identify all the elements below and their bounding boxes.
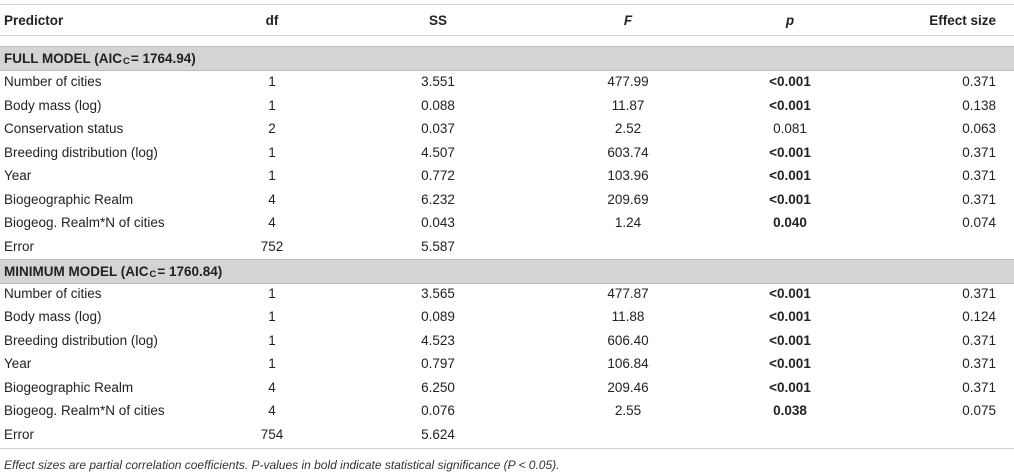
f-cell: 2.52 [614,121,642,137]
predictor-cell: Breeding distribution (log) [4,144,158,160]
predictor-cell: Error [4,238,34,254]
minimum-model-label-pre: MINIMUM MODEL (AIC [4,263,149,279]
df-cell: 1 [268,74,276,90]
ss-cell: 0.088 [421,97,455,113]
df-cell: 4 [268,403,276,419]
p-value-cell: <0.001 [769,168,811,184]
table-bottom-rule [0,448,1014,449]
table-row [0,376,1014,400]
table-row [0,188,1014,212]
effect-size-cell: 0.371 [962,332,996,348]
p-value-cell: <0.001 [769,332,811,348]
predictor-cell: Breeding distribution (log) [4,332,158,348]
predictor-cell: Body mass (log) [4,309,102,325]
df-cell: 1 [268,356,276,372]
effect-size-cell: 0.371 [962,356,996,372]
table-row [0,423,1014,447]
f-cell: 106.84 [607,356,649,372]
ss-cell: 0.089 [421,309,455,325]
ss-cell: 3.565 [421,285,455,301]
full-model-label [4,47,244,70]
p-value-cell: <0.001 [769,356,811,372]
df-cell: 754 [260,426,284,442]
effect-size-cell [876,423,996,447]
ss-cell: 0.797 [421,356,455,372]
p-value-cell: <0.001 [769,144,811,160]
effect-size-cell: 0.371 [962,168,996,184]
header-predictor: Predictor [4,12,64,28]
table-row [0,94,1014,118]
full-model-label-post: = 1764.94) [130,51,196,66]
f-cell: 11.87 [611,97,645,113]
minimum-model-label-post: = 1760.84) [157,263,223,279]
ss-cell: 0.037 [421,121,455,137]
predictor-cell: Biogeographic Realm [4,379,134,395]
ss-cell: 0.043 [421,215,455,231]
table-row [0,399,1014,423]
p-value-cell: <0.001 [769,309,811,325]
predictor-cell: Number of cities [4,74,102,90]
effect-size-cell: 0.371 [962,191,996,207]
p-value-cell: <0.001 [769,379,811,395]
ss-cell: 0.076 [421,403,455,419]
f-cell [578,235,678,259]
header-df: df [265,12,279,28]
ss-cell: 4.523 [421,332,455,348]
ss-cell: 5.624 [421,426,455,442]
p-value-cell [740,423,840,447]
table-row [0,282,1014,306]
table-row [0,211,1014,235]
f-cell: 209.46 [607,379,649,395]
header-f: F [623,12,633,28]
full-model-label-sub: C [123,56,130,67]
ss-cell: 6.250 [421,379,455,395]
table-row [0,141,1014,165]
effect-size-cell: 0.063 [962,121,996,137]
table-row [0,235,1014,259]
ss-cell: 5.587 [421,238,455,254]
f-cell: 477.87 [607,285,649,301]
header-p: p [785,12,795,28]
p-value-cell [740,235,840,259]
effect-size-cell: 0.371 [962,379,996,395]
p-value-cell: 0.081 [773,121,807,137]
header-effect-size: Effect size [929,12,996,28]
f-cell: 603.74 [607,144,649,160]
predictor-cell: Conservation status [4,121,124,137]
effect-size-cell: 0.138 [962,97,996,113]
df-cell: 1 [268,285,276,301]
df-cell: 1 [268,144,276,160]
table-row [0,117,1014,141]
df-cell: 1 [268,168,276,184]
p-value-cell: <0.001 [769,191,811,207]
df-cell: 1 [268,332,276,348]
p-value-cell: 0.040 [773,215,807,231]
full-model-label-pre: FULL MODEL (AIC [4,51,122,66]
effect-size-cell: 0.371 [962,144,996,160]
ss-cell: 6.232 [421,191,455,207]
effect-size-cell: 0.124 [962,309,996,325]
table-row [0,329,1014,353]
minimum-model-label-sub: C [149,268,157,280]
f-cell: 477.99 [607,74,649,90]
section-header-full-model [0,46,1014,71]
f-cell: 2.55 [614,403,642,419]
ss-cell: 4.507 [421,144,455,160]
section-header-minimum-model [0,259,1014,284]
effect-size-cell: 0.371 [962,74,996,90]
table-row [0,305,1014,329]
table-row [0,70,1014,94]
effect-size-cell: 0.371 [962,285,996,301]
df-cell: 1 [268,97,276,113]
table-footnote: Effect sizes are partial correlation coefficients. P-values in bold indicate statistical significance (P < 0.05). [4,458,560,472]
predictor-cell: Error [4,426,34,442]
p-value-cell: <0.001 [769,285,811,301]
predictor-cell: Biogeog. Realm*N of cities [4,215,165,231]
effect-size-cell: 0.074 [962,215,996,231]
table-row [0,164,1014,188]
effect-size-cell: 0.075 [962,403,996,419]
table-row [0,352,1014,376]
df-cell: 752 [260,238,284,254]
f-cell: 103.96 [607,168,649,184]
ss-cell: 3.551 [421,74,455,90]
df-cell: 2 [268,121,276,137]
predictor-cell: Year [4,356,32,372]
f-cell: 11.88 [611,309,645,325]
df-cell: 4 [268,215,276,231]
df-cell: 4 [268,191,276,207]
ss-cell: 0.772 [421,168,455,184]
effect-size-cell [876,235,996,259]
f-cell: 209.69 [607,191,649,207]
header-ss: SS [428,12,447,28]
predictor-cell: Number of cities [4,285,102,301]
f-cell: 606.40 [607,332,649,348]
df-cell: 4 [268,379,276,395]
p-value-cell: <0.001 [769,74,811,90]
f-cell: 1.24 [614,215,642,231]
df-cell: 1 [268,309,276,325]
p-value-cell: <0.001 [769,97,811,113]
p-value-cell: 0.038 [773,403,807,419]
f-cell [578,423,678,447]
predictor-cell: Biogeog. Realm*N of cities [4,403,165,419]
minimum-model-label [4,260,244,283]
predictor-cell: Body mass (log) [4,97,102,113]
predictor-cell: Year [4,168,32,184]
table-header-row [0,4,1014,36]
predictor-cell: Biogeographic Realm [4,191,134,207]
